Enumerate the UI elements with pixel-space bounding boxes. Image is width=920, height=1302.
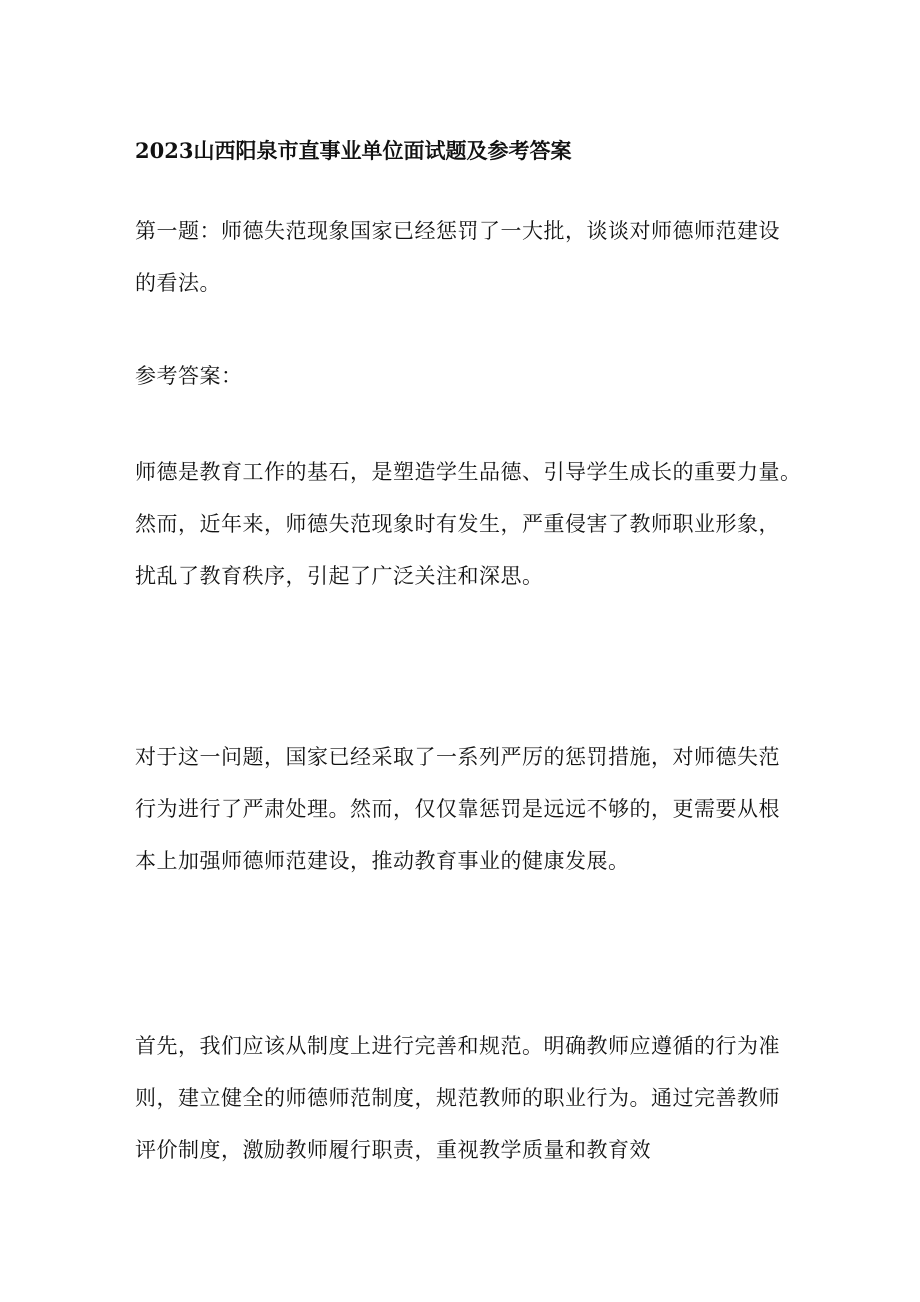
paragraph-line: 行为进行了严肃处理。然而，仅仅靠惩罚是远远不够的，更需要从根 [135, 797, 780, 821]
paragraph-line: 首先，我们应该从制度上进行完善和规范。明确教师应遵循的行为准 [135, 1034, 780, 1058]
paragraph-line: 然而，近年来，师德失范现象时有发生，严重侵害了教师职业形象， [135, 512, 780, 536]
paragraph-line: 扰乱了教育秩序，引起了广泛关注和深思。 [135, 564, 544, 588]
question-text [135, 205, 805, 309]
paragraph-line: 对于这一问题，国家已经采取了一系列严厉的惩罚措施，对师德失范 [135, 745, 780, 769]
answer-paragraph-1 [135, 446, 805, 602]
answer-paragraph-2 [135, 731, 805, 887]
paragraph-line: 评价制度，激励教师履行职责，重视教学质量和教育效 [135, 1138, 651, 1162]
answer-paragraph-3 [135, 1020, 805, 1176]
question-line: 的看法。 [135, 271, 221, 295]
paragraph-line: 则，建立健全的师德师范制度，规范教师的职业行为。通过完善教师 [135, 1086, 780, 1110]
document-title: 2023山西阳泉市直事业单位面试题及参考答案 [135, 138, 572, 163]
paragraph-line: 本上加强师德师范建设，推动教育事业的健康发展。 [135, 849, 630, 873]
paragraph-line: 师德是教育工作的基石，是塑造学生品德、引导学生成长的重要力量。 [135, 460, 802, 484]
question-line: 第一题：师德失范现象国家已经惩罚了一大批，谈谈对师德师范建设 [135, 219, 780, 243]
answer-label: 参考答案： [135, 364, 243, 388]
